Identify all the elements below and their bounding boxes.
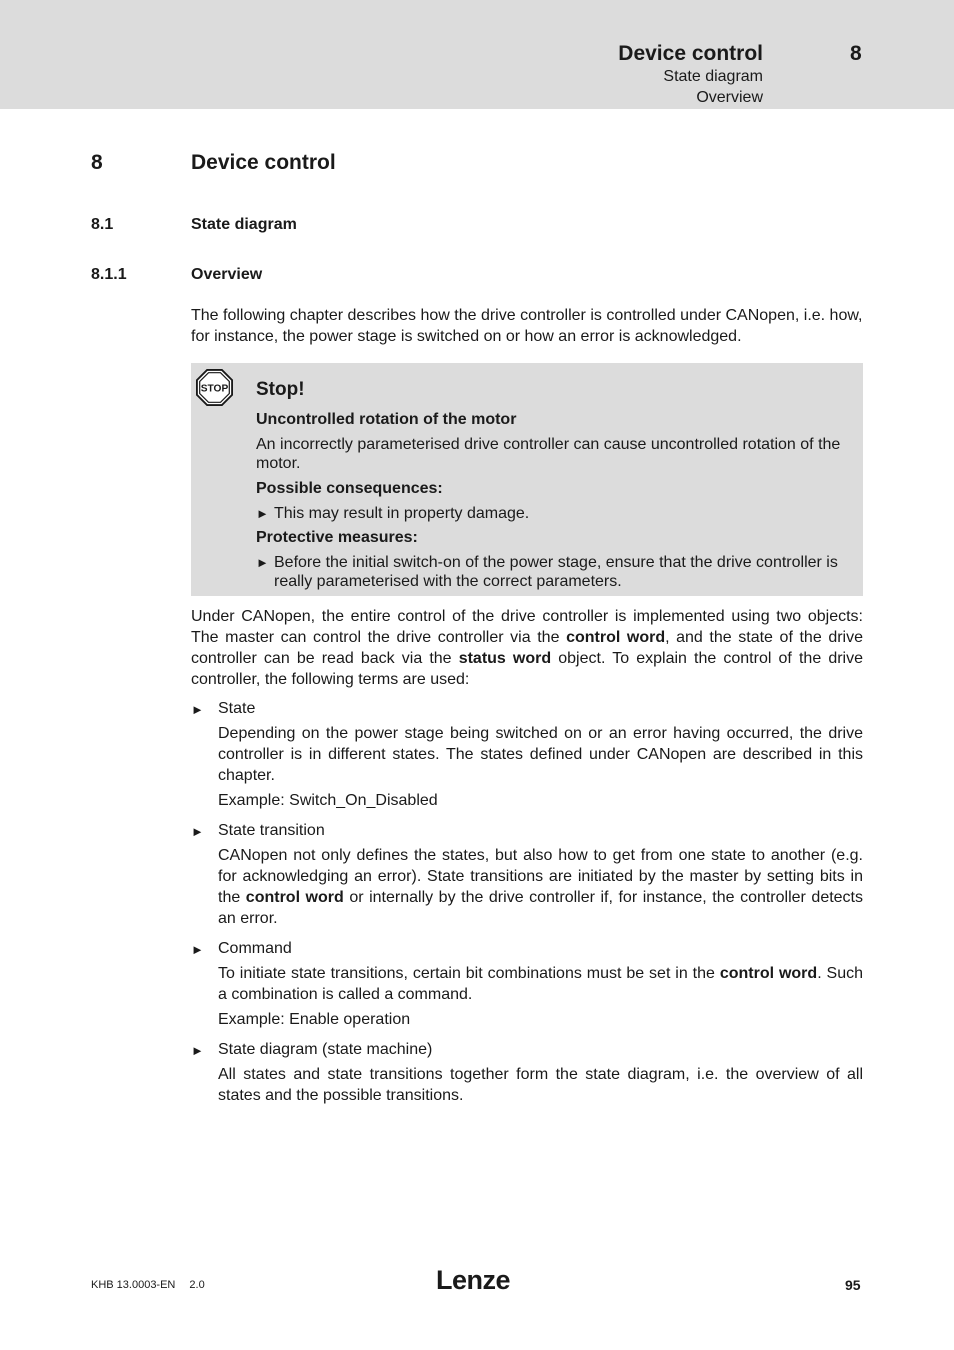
bullet-icon: ►	[191, 824, 204, 839]
body-text-a: Under CANopen, the entire control of the drive controller is implemented using two objects: The master can control the drive controller via the	[191, 608, 863, 646]
desc-bold-control-word: control word	[245, 889, 344, 906]
consequence-item	[256, 504, 869, 523]
desc-text-c: or internally by the drive controller if, for instance, the controller detects an error.	[218, 889, 864, 927]
arrow-icon: ►	[256, 506, 269, 521]
term-description: Depending on the power stage being switched on or an error having occurred, the drive controller is in different states. The states defined under CANopen are described in this chapter.	[218, 725, 863, 784]
arrow-icon: ►	[256, 555, 269, 570]
body-paragraph	[191, 606, 863, 690]
term-label: Command	[218, 940, 292, 957]
consequences-label: Possible consequences:	[256, 480, 443, 497]
bullet-icon: ►	[191, 1043, 204, 1058]
term-description	[218, 963, 863, 1005]
heading-3-number: 8.1.1	[91, 266, 127, 283]
heading-2-text: State diagram	[191, 216, 297, 233]
footer-doc-id: KHB 13.0003-EN	[91, 1279, 176, 1291]
stop-icon-label: STOP	[200, 383, 229, 395]
measure-text: Before the initial switch-on of the power stage, ensure that the drive controller is really parameterised with the correct parameters.	[274, 554, 838, 590]
desc-text-a: CANopen not only defines the states, but also how to get from one state to another (e.g. for acknowledging an error). State transitions are initiated by the master by setting bits in the	[218, 847, 863, 906]
body-text-e: object. To explain the control of the drive controller, the following terms are used:	[191, 650, 863, 688]
heading-1-number: 8	[91, 151, 103, 174]
term-example: Example: Enable operation	[218, 1011, 411, 1028]
measures-label: Protective measures:	[256, 529, 418, 546]
desc-text-a: To initiate state transitions, certain bit combinations must be set in the	[218, 965, 720, 982]
header-subtitle-1: State diagram	[663, 68, 763, 85]
stop-icon	[196, 369, 233, 406]
term-example: Example: Switch_On_Disabled	[218, 792, 438, 809]
term-description: All states and state transitions together form the state diagram, i.e. the overview of all states and the possible transitions.	[218, 1066, 863, 1104]
consequence-text: This may result in property damage.	[274, 505, 530, 522]
page-number: 95	[845, 1277, 861, 1293]
desc-bold-control-word: control word	[719, 965, 818, 982]
footer-version: 2.0	[189, 1279, 205, 1291]
body-bold-control-word: control word	[566, 629, 666, 646]
body-text-c: , and the state of the drive controller can be read back via the	[191, 629, 863, 667]
bullet-icon: ►	[191, 702, 204, 717]
stop-warning-box	[191, 363, 863, 596]
header-subtitle-2: Overview	[696, 89, 763, 106]
stop-subtitle: Uncontrolled rotation of the motor	[256, 411, 517, 428]
header-chapter-number: 8	[850, 42, 862, 65]
stop-text: An incorrectly parameterised drive controller can cause uncontrolled rotation of the motor.	[256, 436, 841, 472]
header-title: Device control	[618, 42, 763, 65]
heading-2-number: 8.1	[91, 216, 114, 233]
term-label: State diagram (state machine)	[218, 1041, 433, 1058]
desc-text-c: . Such a combination is called a command.	[218, 965, 864, 1003]
page-header	[0, 0, 954, 109]
term-label: State transition	[218, 822, 325, 839]
heading-1-text: Device control	[191, 151, 336, 174]
term-label: State	[218, 700, 256, 717]
term-description	[218, 845, 863, 929]
intro-paragraph: The following chapter describes how the drive controller is controlled under CANopen, i.e. how, for instance, the power stage is switched on or how an error is acknowledged.	[191, 307, 863, 345]
bullet-icon: ►	[191, 942, 204, 957]
stop-title: Stop!	[256, 379, 305, 400]
heading-3-text: Overview	[191, 266, 263, 283]
footer-doc-info	[91, 1279, 205, 1291]
body-bold-status-word: status word	[458, 650, 552, 667]
measure-item	[256, 553, 869, 591]
lenze-logo: Lenze	[436, 1265, 511, 1295]
